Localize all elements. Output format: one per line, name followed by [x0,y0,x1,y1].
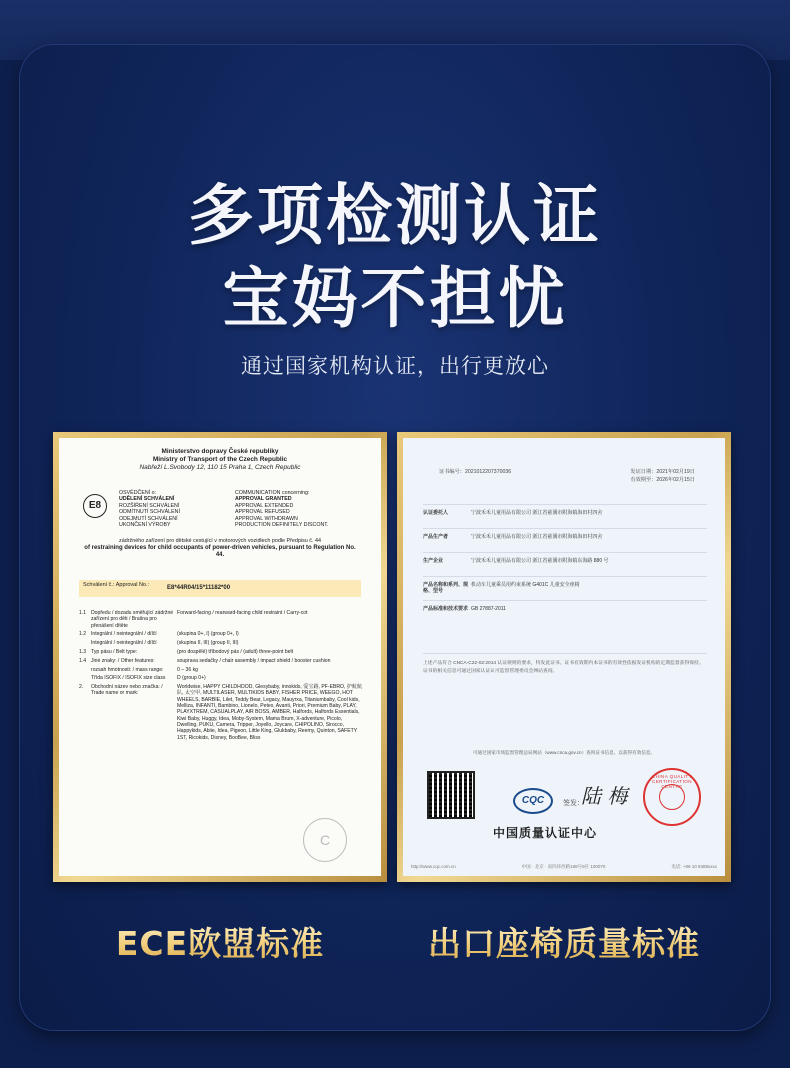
cqc-logo-icon: CQC [513,788,553,814]
ece-row-l: Obchodní název nebo značka: / Trade name or mark: [91,684,163,697]
ece-row-n [79,640,91,646]
caption-ccc: 出口座椅质量标准 [397,918,731,965]
ccc-row-key: 生产企业 [423,558,444,564]
ccc-row-value: 宁波禾禾儿童用品有限公司 浙江省慈溪市附海镇海田村四舍 [471,510,603,516]
ece-row [79,610,363,629]
ccc-website: http://www.cqc.com.cn [411,864,456,869]
qr-code-icon [427,771,475,819]
ece-certificate-frame [53,432,387,882]
ece-row-v: D (group 0+) [177,675,206,682]
ece-header [59,448,381,472]
subtitle: 通过国家机构认证，出行更放心 [241,354,549,378]
ece-row-l: Třída ISOFIX / ISOFIX size class [91,675,166,682]
ccc-fine-print: 上述产品符合 CNCA-C22-02:2014 认证规则的要求，特发此证书。证书有效期内本证书的有效性依据发证机构的定期监督获得保持。证书的相关信息可通过国家认证认可监督管理委员会网站查询。 [423,653,707,676]
headline-line1: 多项检测认证 [188,177,602,254]
e8-emblem-icon: E8 [83,494,107,518]
valid-label: 有效期至： [630,477,657,483]
ece-regulation-cz: zádržného zařízení pro dětské cestující v motorových vozidlech podle Předpisu č. 44 [119,538,321,544]
ece-row-n: 1.3 [79,648,87,655]
ece-row [79,631,363,637]
ece-row-v: (skupina 0+, I) (group 0+, I) [177,631,239,638]
ccc-phone: 电话: +86 10 8388xxxx [671,864,717,869]
ece-header-cz: Ministerstvo dopravy České republiky [161,448,279,455]
ece-row [79,640,363,646]
ece-row [79,658,363,664]
ece-address: Nabřeží L.Svobody 12, 110 15 Praha 1, Czech Republic [139,464,301,471]
headline-line2: 宝妈不担忧 [222,260,568,337]
ece-row-l: Integrální / neintegrální / dílčí [91,640,157,647]
ccc-certificate [403,438,725,876]
issue-label: 发证日期： [630,469,657,475]
ccc-bottom-bar [411,864,717,870]
watermark-stamp-icon: C [303,818,347,862]
ece-row-v: (skupina II, III) (group II, III) [177,640,239,647]
ccc-certificate-frame [397,432,731,882]
ece-right-1: APPROVAL GRANTED [235,496,292,503]
org-name: 中国质量认证中心 [493,826,598,840]
ece-right-3: APPROVAL REFUSED [235,509,290,516]
seal-inner-ring [659,784,685,810]
ccc-row [423,504,707,528]
ece-row [79,675,363,681]
ccc-header [439,468,695,483]
ece-left-column [119,490,180,528]
cert-no-label: 证书编号： [439,469,465,475]
ccc-row-value: 机动车儿童乘员用约束系统 G401C 儿童安全座椅 [471,582,580,588]
ccc-address: 中国 · 北京 · 南四环西路188号9区 100070 [521,864,606,869]
sign-label: 签发： [563,800,584,807]
approval-number-box [79,580,361,597]
ccc-row [423,552,707,576]
ece-row-l: Integrální / neintegrální / dílčí [91,631,157,638]
ece-right-0: COMMUNICATION concerning: [235,490,310,496]
issue-date: 2021年02月19日 [656,469,695,475]
approval-number: E8*44R04/15*11182*00 [167,585,231,591]
ccc-row-key: 产品名称和系列、规格、型号 [423,582,469,595]
ccc-row-value: GB 27887-2011 [471,606,506,612]
ece-row-v: souprava sedačky / chair assembly / impact shield / booster cushion [177,657,331,664]
ece-left-1: UDĚLENÍ SCHVÁLENÍ [119,496,175,503]
ccc-row-key: 产品标准和技术要求 [423,606,469,612]
ece-row-n [79,675,91,681]
approval-label: Schválení č.: Approval No.: [83,582,150,588]
ccc-footer-note: 可通过国家市场监督管理总局网站（www.cnca.gov.cn）查询证书信息，以获得有效信息。 [472,750,656,755]
ece-row-l: Typ pásu / Belt type: [91,648,138,655]
red-seal-icon [643,768,701,826]
cert-no: 2021012207370036 [464,469,512,475]
ece-row-l: Jiné znaky: / Other features: [91,657,155,664]
ece-left-2: ROZŠÍŘENÍ SCHVÁLENÍ [119,502,180,509]
ece-row [79,649,363,655]
ece-row-n: 2. [79,684,84,691]
ece-regulation-en: of restraining devices for child occupants of power-driven vehicles, pursuant to Regulation No. 44. [84,545,356,558]
ece-row-n: 1.2 [79,631,87,638]
ece-left-4: ODEJMUTÍ SCHVÁLENÍ [119,515,178,522]
ccc-row-value: 宁波禾禾儿童用品有限公司 浙江省慈溪市附海镇东海路 880 号 [471,558,609,564]
ece-row-n: 1.1 [79,610,87,616]
signature: 陆 梅 [581,784,628,808]
ece-row [79,684,363,741]
seal-text: CHINA QUALITY CERTIFICATION CENTRE [651,774,693,789]
ece-right-5: PRODUCTION DEFINITELY DISCONT. [235,522,329,529]
ece-left-3: ODMÍTNUTÍ SCHVÁLENÍ [119,509,180,516]
ece-right-4: APPROVAL WITHDRAWN [235,515,298,522]
ece-right-column [235,490,328,528]
ece-row-l: Dopředu / dozadu směřující zádržné zařízení pro děti / Brašna pro přenášení dítěte [91,610,174,629]
ece-left-5: UKONČENÍ VÝROBY [119,522,171,529]
ece-right-2: APPROVAL EXTENDED [235,502,294,509]
ece-row-v: (pro dospělé) tříbodový pás / (adult) three-point belt [177,648,294,655]
ece-row [79,667,363,673]
caption-ece: ECE欧盟标准 [53,918,387,965]
ccc-field-list [423,504,707,624]
ccc-row-key: 认证委托人 [423,510,449,516]
valid-date: 2026年02月15日 [656,477,695,483]
ece-row-v: Worldwise, HAPPY CHILDHOOD, Glesybaby, innokids, 爱宝路, PF-EBRO, 护航航队, 太空甲, MULTILASER, MULTIKIDS BABY, FISHER PRICE, WEEGO, HOT WHEELS, BARBIE, Lilet, Teddy Bear, Legacy, Mauyrxa, Titaniumbaby, Cool kids, Melliza, INFANTI, Bambino, Lionelo, Petex, Avanti, Priori, Premium Baby, PLAY, PLAYXTREM, CASUALPLAY, AIR BOSS, AMBER, Halfords, Halfords Essentials, Kiwi Baby, Huggy, Idea, Moby-System, Mama Brum, X-adventure, Picolo, Dwelling, PUKU, Camera, Tripper, Joyello, Joycare, CHIPOLINO, Sirocco, Happykids, Abiie, Idea, Pigeon, Little King, Glukbaby, Reemy, Quinton, SAFETY 1ST, Ricokids, Disney, BooBee, Bliss [177,684,363,741]
ccc-row-value: 宁波禾禾儿童用品有限公司 浙江省慈溪市附海镇海田村四舍 [471,534,603,540]
ece-regulation [81,538,359,559]
ece-row-l: rozsah hmotnosti: / mass range: [91,666,164,673]
ccc-row [423,528,707,552]
ece-row-n [79,667,91,673]
ece-certificate [59,438,381,876]
ece-field-list [79,610,363,743]
ece-left-0: OSVĚDČENÍ o: [119,490,157,496]
ccc-row [423,576,707,600]
ccc-row [423,600,707,624]
ece-row-v: 0 – 36 kg [177,666,198,673]
ccc-row-key: 产品生产者 [423,534,449,540]
ece-row-v: Forward-facing / rearward-facing child restraint / Carry-cot [177,610,308,616]
ece-header-en: Ministry of Transport of the Czech Republic [152,456,288,463]
ece-row-n: 1.4 [79,657,87,664]
